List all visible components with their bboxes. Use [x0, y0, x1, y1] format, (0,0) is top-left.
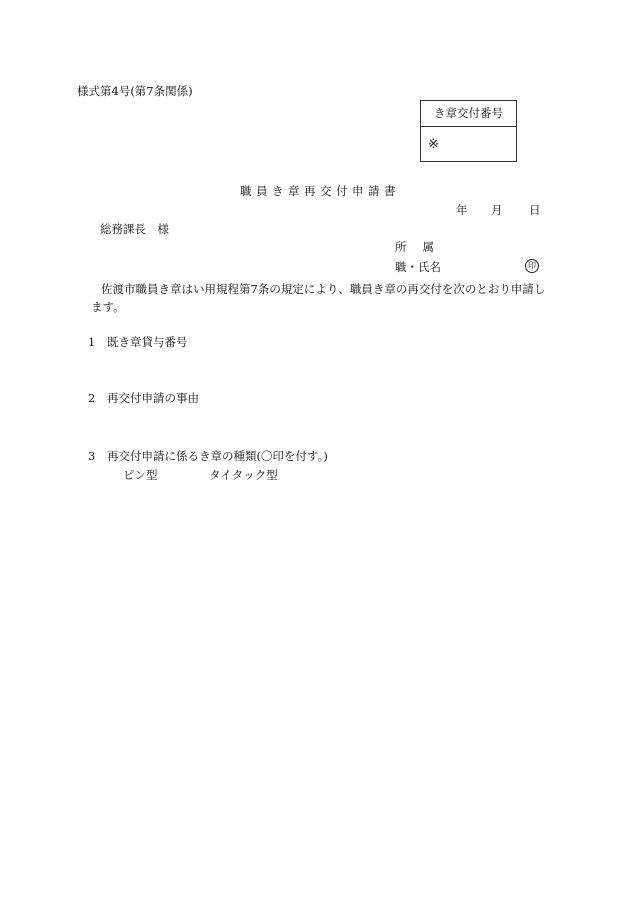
item-3-label: 再交付申請に係るき章の種類(〇印を付す。): [107, 449, 328, 463]
addressee: 総務課長 様: [100, 222, 169, 236]
date-day-label: 日: [529, 203, 541, 217]
application-statement: [91, 280, 555, 316]
date-month-label: 月: [491, 203, 503, 217]
issue-number-box: [420, 100, 517, 162]
seal-label: 印: [528, 261, 536, 270]
date-year-label: 年: [456, 203, 468, 217]
item-1-label: 既き章貸与番号: [107, 335, 188, 349]
position-name-label: 職・氏名: [395, 260, 441, 274]
issue-number-header: き章交付番号: [421, 101, 516, 127]
seal-icon: [525, 259, 539, 273]
item-2-label: 再交付申請の事由: [107, 391, 199, 405]
item-3-number: 3: [88, 449, 96, 463]
form-number: 様式第4号(第7条関係): [77, 84, 193, 98]
item-1-number: 1: [88, 335, 96, 349]
affiliation-label: 所属: [395, 240, 450, 254]
item-2-number: 2: [88, 391, 96, 405]
badge-type-tie-tack: タイタック型: [209, 468, 278, 482]
statement-line-2: ます。: [91, 300, 125, 314]
document-title: 職員き章再交付申請書: [240, 184, 400, 198]
statement-line-1: 佐渡市職員き章はい用規程第7条の規定により、職員き章の再交付を次のとおり申請し: [101, 282, 546, 296]
badge-type-pin: ピン型: [123, 468, 158, 482]
issue-number-mark: ※: [428, 137, 439, 152]
